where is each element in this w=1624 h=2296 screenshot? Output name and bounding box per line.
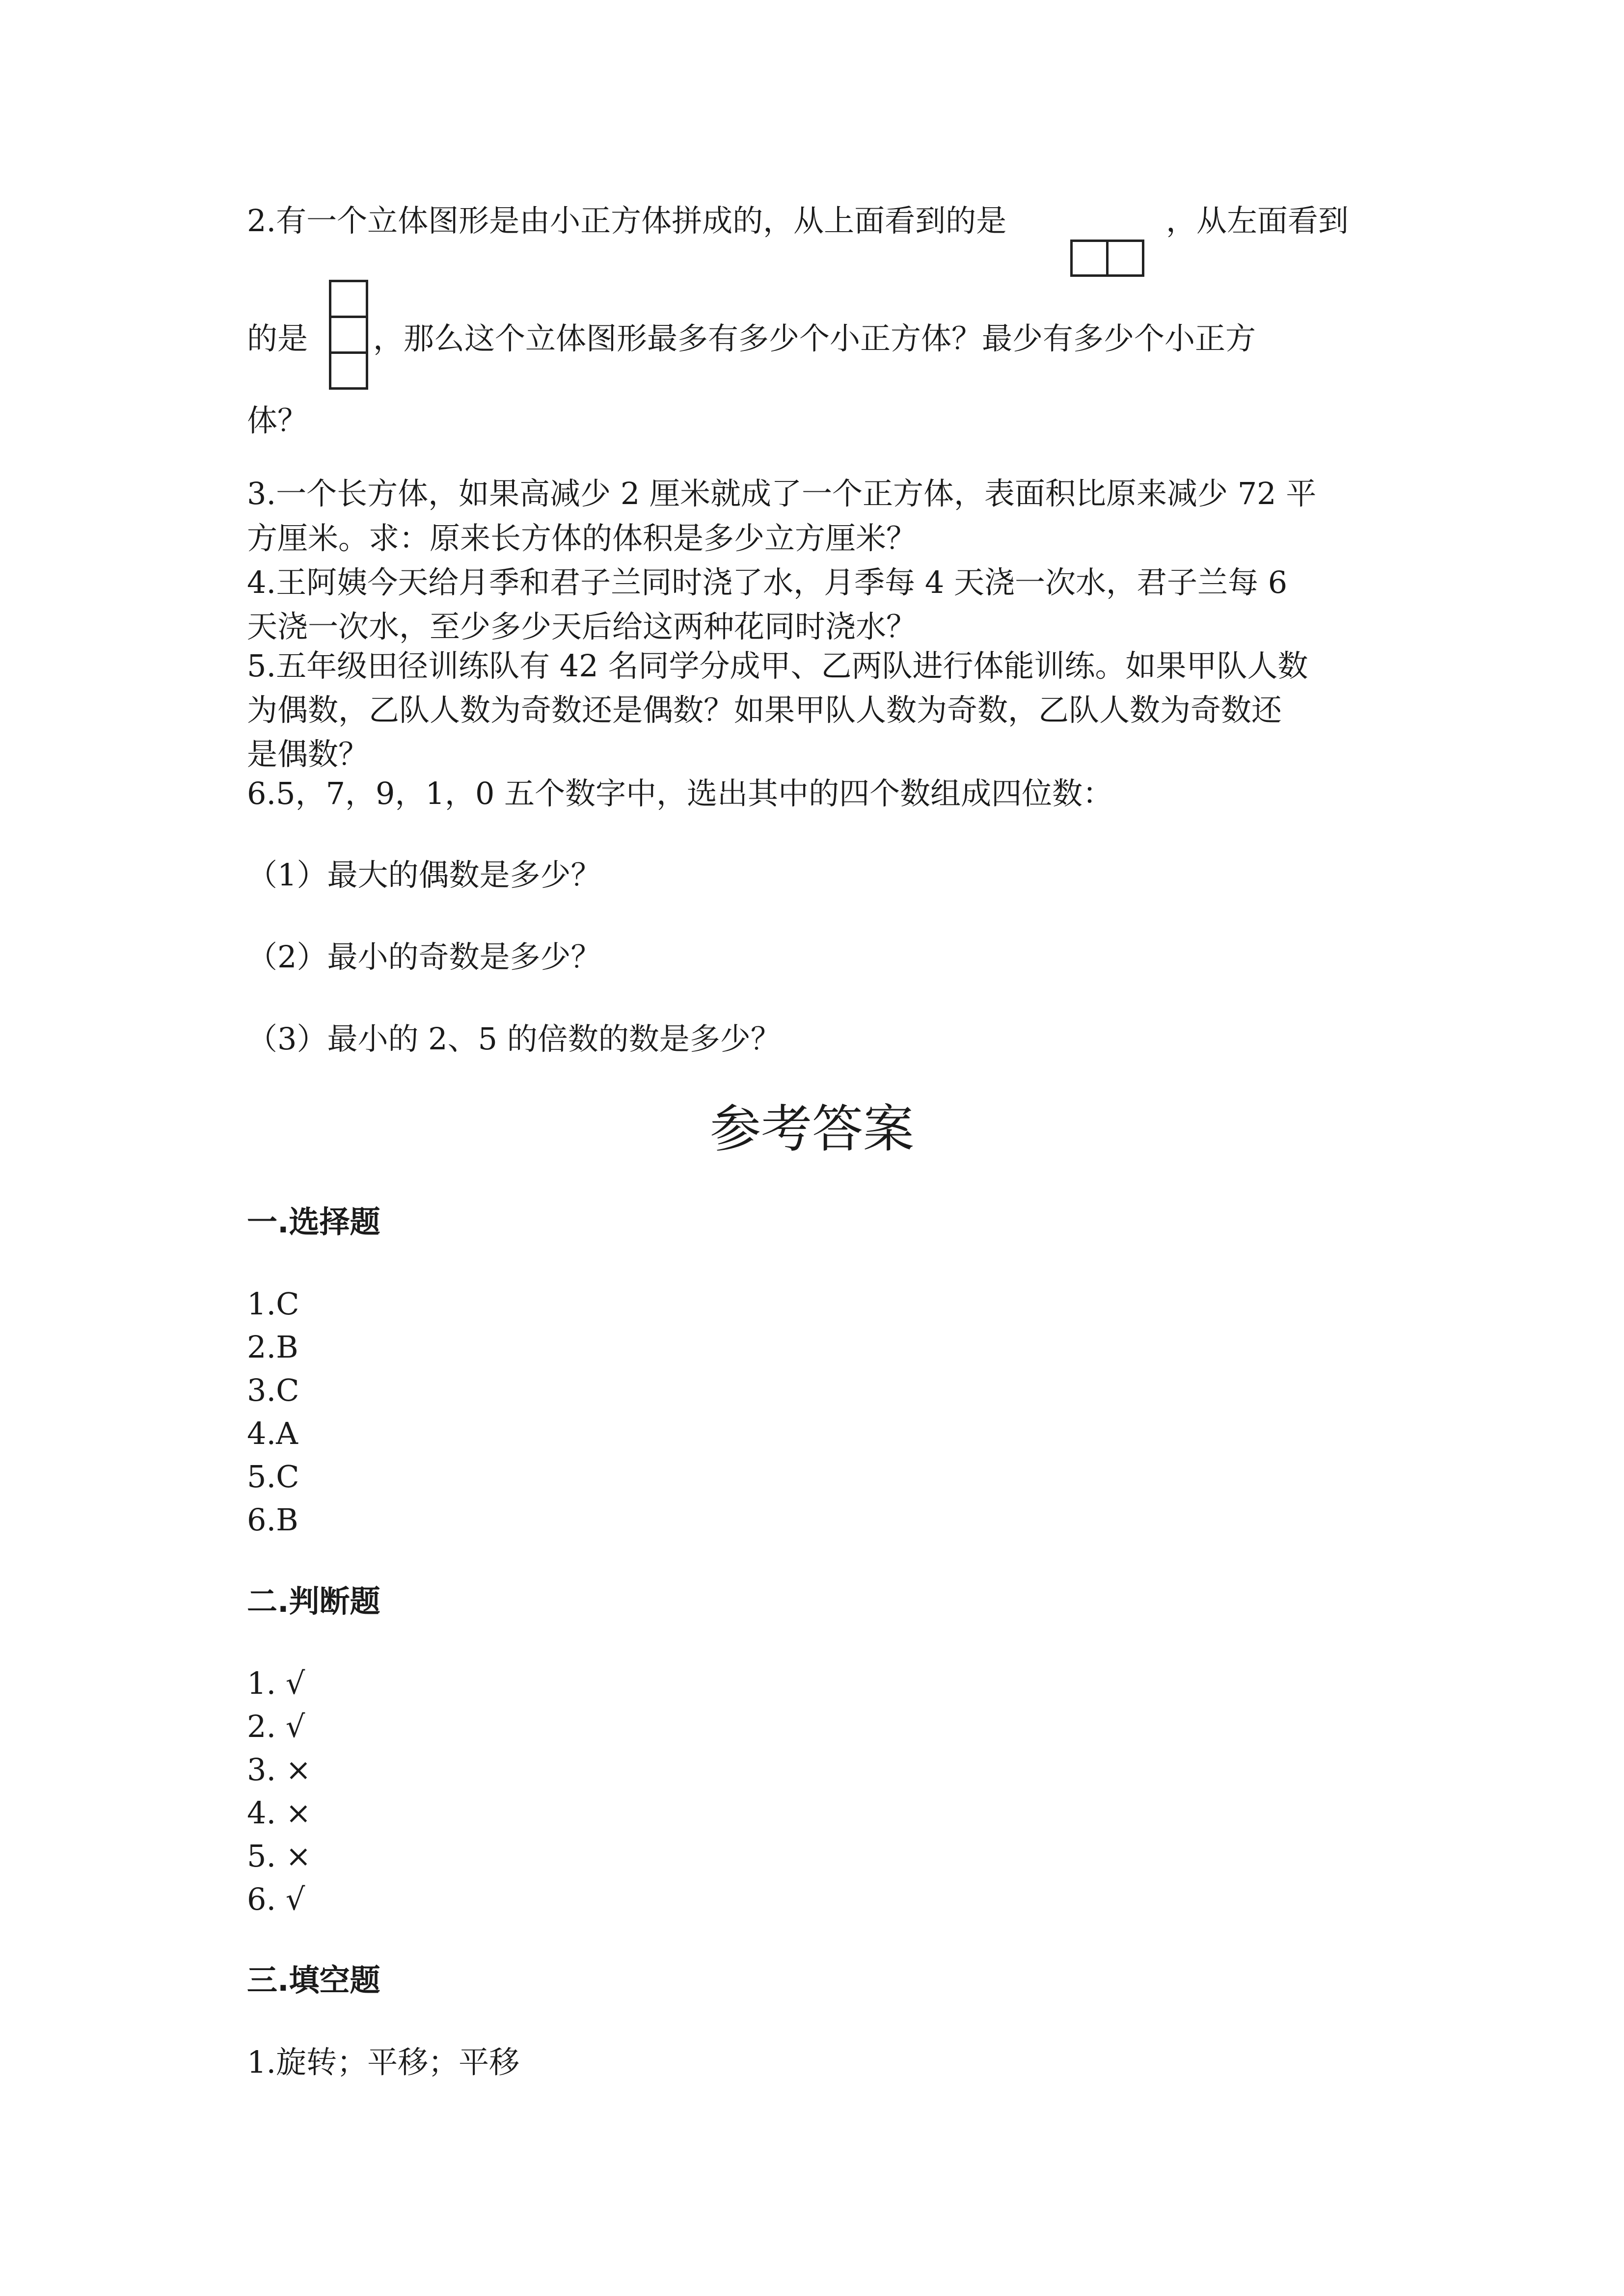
- q2-line2-a: 的是: [247, 320, 308, 356]
- choice-answer-item: 2.B: [247, 1329, 298, 1365]
- q2-line2-b: ，那么这个立体图形最多有多少个小正方体？最少有多少个小正方: [373, 320, 1256, 356]
- q6-sub3: （3）最小的 2、5 的倍数的数是多少？: [247, 1021, 781, 1057]
- q4-line1: 4.王阿姨今天给月季和君子兰同时浇了水，月季每 4 天浇一次水，君子兰每 6: [247, 564, 1288, 600]
- left-view-square-middle: [329, 316, 368, 354]
- q6-sub2: （2）最小的奇数是多少？: [247, 939, 601, 975]
- fill-answer-item: 1.旋转；平移；平移: [247, 2044, 520, 2080]
- q2-line1-b: ，从左面看到: [1166, 203, 1349, 239]
- q5-line1: 5.五年级田径训练队有 42 名同学分成甲、乙两队进行体能训练。如果甲队人数: [247, 648, 1308, 684]
- judge-answer-item: 4. ×: [247, 1795, 311, 1831]
- q5-line2: 为偶数，乙队人数为奇数还是偶数？如果甲队人数为奇数，乙队人数为奇数还: [247, 692, 1282, 728]
- choice-answer-item: 5.C: [247, 1459, 299, 1495]
- choice-answer-item: 6.B: [247, 1502, 298, 1538]
- section-heading-choice: 一.选择题: [247, 1204, 380, 1240]
- choice-answer-item: 4.A: [247, 1415, 298, 1451]
- q6-intro: 6.5，7，9，1，0 五个数字中，选出其中的四个数组成四位数：: [247, 775, 1113, 811]
- left-view-square-bottom: [329, 351, 368, 390]
- section-heading-judge: 二.判断题: [247, 1583, 380, 1619]
- q2-line3: 体？: [247, 402, 308, 438]
- q3-line2: 方厘米。求：原来长方体的体积是多少立方厘米？: [247, 520, 917, 556]
- top-view-square-right: [1106, 240, 1144, 277]
- judge-answer-item: 1. √: [247, 1665, 305, 1701]
- top-view-square-left: [1070, 240, 1109, 277]
- judge-answer-item: 5. ×: [247, 1838, 311, 1874]
- left-view-square-top: [329, 280, 368, 318]
- judge-answer-item: 2. √: [247, 1709, 305, 1744]
- q4-line2: 天浇一次水，至少多少天后给这两种花同时浇水？: [247, 609, 917, 644]
- judge-answer-item: 3. ×: [247, 1752, 311, 1788]
- q6-sub1: （1）最大的偶数是多少？: [247, 857, 601, 893]
- judge-answer-item: 6. √: [247, 1881, 305, 1917]
- answers-title: 参考答案: [709, 1099, 914, 1159]
- choice-answer-item: 1.C: [247, 1286, 299, 1322]
- q5-line3: 是偶数？: [247, 736, 369, 772]
- q3-line1: 3.一个长方体，如果高减少 2 厘米就成了一个正方体，表面积比原来减少 72 平: [247, 476, 1317, 511]
- choice-answer-item: 3.C: [247, 1372, 299, 1408]
- q2-line1-a: 2.有一个立体图形是由小正方体拼成的，从上面看到的是: [247, 203, 1007, 239]
- section-heading-fill: 三.填空题: [247, 1962, 380, 1998]
